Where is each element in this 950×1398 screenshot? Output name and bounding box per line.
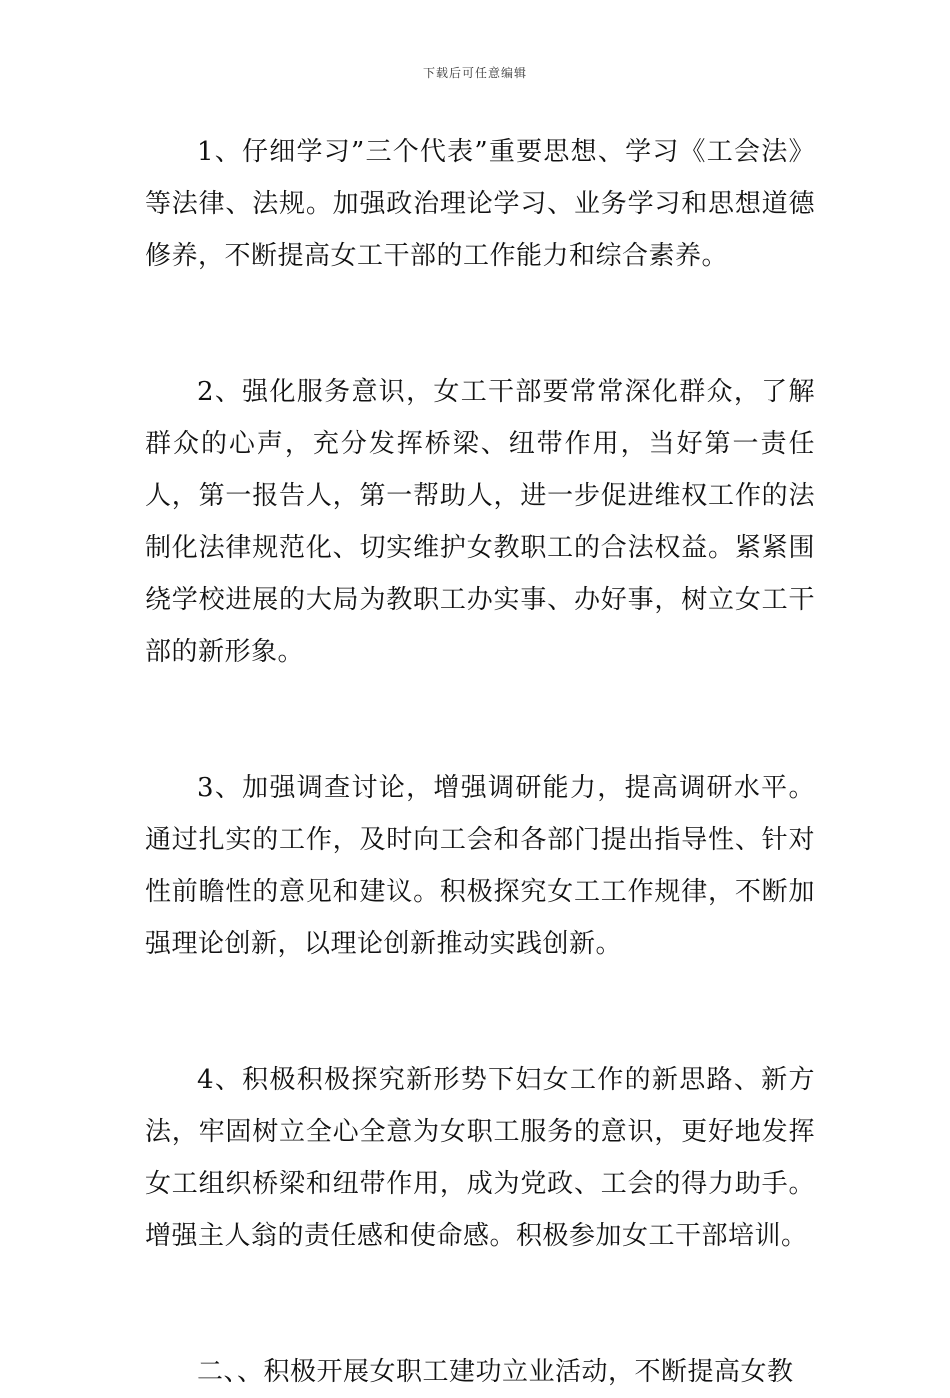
document-body <box>145 126 815 1398</box>
paragraph-2: 2、强化服务意识，女工干部要常常深化群众，了解群众的心声，充分发挥桥梁、纽带作用，当好第一责任人，第一报告人，第一帮助人，进一步促进维权工作的法制化法律规范化、切实维护女教职工的合法权益。紧紧围绕学校进展的大局为教职工办实事、办好事，树立女工干部的新形象。 <box>145 377 815 667</box>
paragraph-3: 3、加强调查讨论，增强调研能力，提高调研水平。通过扎实的工作，及时向工会和各部门提出指导性、针对性前瞻性的意见和建议。积极探究女工工作规律，不断加强理论创新，以理论创新推动实践创新。 <box>145 773 815 959</box>
paragraph-5: 二、、积极开展女职工建功立业活动，不断提高女教 <box>197 1357 794 1387</box>
paragraph-1: 1、仔细学习”三个代表”重要思想、学习《工会法》等法律、法规。加强政治理论学习、业务学习和思想道德修养，不断提高女工干部的工作能力和综合素养。 <box>145 137 815 271</box>
paragraph-4: 4、积极积极探究新形势下妇女工作的新思路、新方法，牢固树立全心全意为女职工服务的意识，更好地发挥女工组织桥梁和纽带作用，成为党政、工会的得力助手。增强主人翁的责任感和使命感。积极参加女工干部培训。 <box>145 1065 815 1251</box>
page-header-note: 下载后可任意编辑 <box>422 66 527 80</box>
